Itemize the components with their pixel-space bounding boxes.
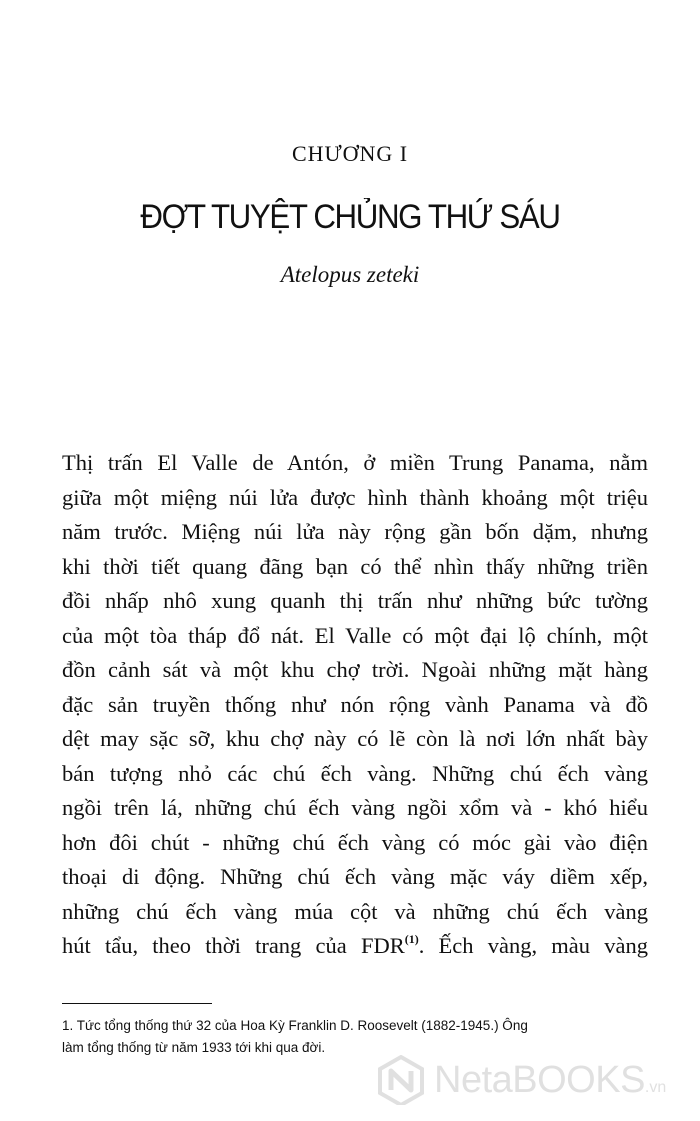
footnote-line: làm tổng thống từ năm 1933 tới khi qua đời. [62,1040,326,1055]
body-line: của một tòa tháp đổ nát. El Valle có một đại lộ chính, một [62,622,648,648]
body-line: giữa một miệng núi lửa được hình thành khoảng một triệu [62,484,648,510]
body-line: dệt may sặc sỡ, khu chợ này có lẽ còn là nơi lớn nhất bày [62,726,648,751]
footnote-marker[interactable]: (1) [404,932,419,946]
body-line: đặc sản truyền thống như nón rộng vành Panama và đồ [62,691,648,717]
body-line: đồi nhấp nhô xung quanh thị trấn như những bức tường [62,588,648,613]
footnote-divider [62,1003,212,1004]
watermark-text [434,1059,666,1102]
watermark [376,1053,686,1109]
body-line: khi thời tiết quang đãng bạn có thể nhìn thấy những triền [62,553,648,579]
body-last-line-before: hút tẩu, theo thời trang của FDR [62,933,405,958]
chapter-subtitle: Atelopus zeteki [280,262,420,287]
body-line: năm trước. Miệng núi lửa này rộng gần bốn dặm, nhưng [62,519,648,544]
body-line: những chú ếch vàng múa cột và những chú ếch vàng [62,898,648,924]
body-line: Thị trấn El Valle de Antón, ở miền Trung Panama, nằm [62,450,648,475]
body-last-line-after: . Ếch vàng, màu vàng [418,933,648,958]
body-line: hơn đôi chút - những chú ếch vàng có móc gài vào điện [62,829,648,855]
body-paragraph [62,446,648,964]
footnote-line: 1. Tức tổng thống thứ 32 của Hoa Kỳ Franklin D. Roosevelt (1882-1945.) Ông [62,1018,528,1033]
body-line: thoại di động. Những chú ếch vàng mặc váy diềm xếp, [62,864,648,889]
watermark-brand: NetaBOOKS [434,1059,645,1101]
chapter-number: CHƯƠNG I [291,141,409,166]
body-line: ngồi trên lá, những chú ếch vàng ngồi xổm và - khó hiểu [62,795,648,820]
body-line-last [62,929,648,964]
body-line: bán tượng nhỏ các chú ếch vàng. Những chú ếch vàng [62,760,648,786]
chapter-title: ĐỢT TUYỆT CHỦNG THỨ SÁU [140,198,560,236]
body-line: đồn cảnh sát và một khu chợ trời. Ngoài những mặt hàng [62,657,648,682]
watermark-suffix: .vn [644,1079,667,1096]
netabooks-logo-icon [376,1055,426,1105]
